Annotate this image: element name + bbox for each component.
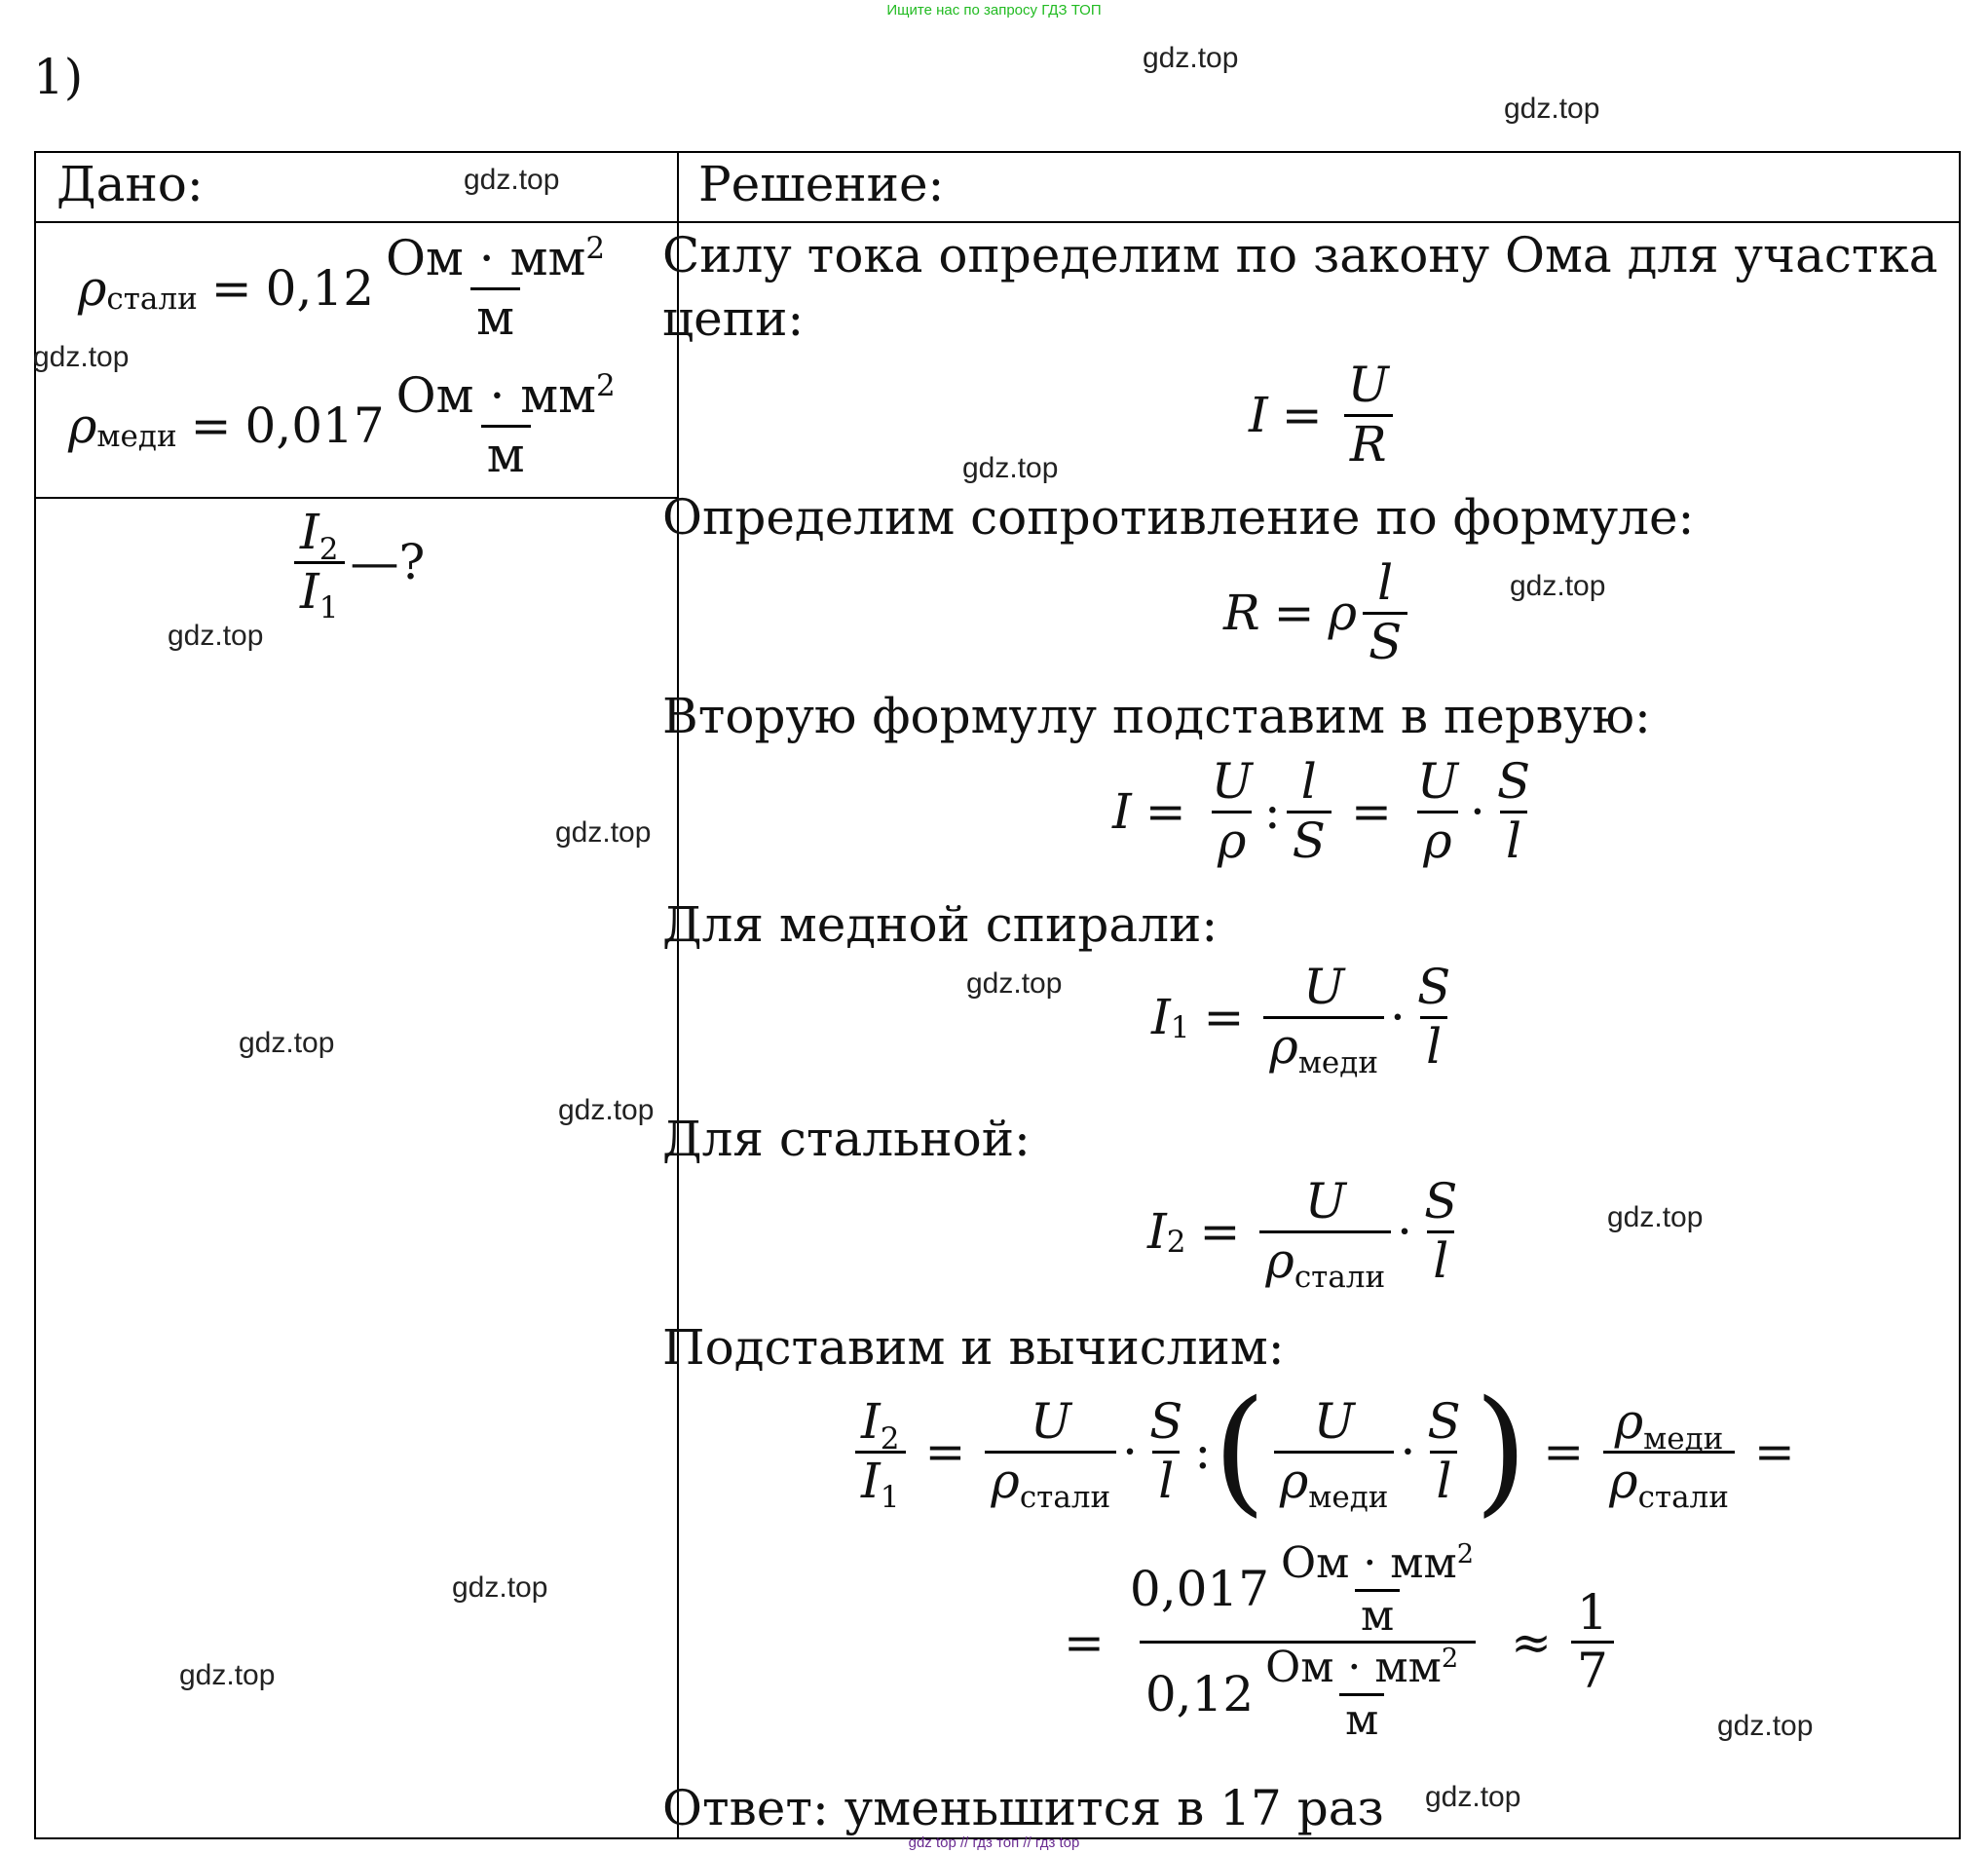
header-divider: [36, 221, 1959, 223]
solution-text-ohm-1: Силу тока определим по закону Ома для участка: [662, 227, 1938, 284]
formula-result: = 0,017 $\frac{Ом \cdot мм^2}{м}$ 0,12 $\frac{Ом \cdot мм^2}{м}$ ≈ $\frac{1}{7}$: [1050, 1539, 1620, 1745]
watermark: gdz.top: [464, 164, 560, 196]
given-title: Дано:: [56, 156, 204, 212]
solution-text-resistance: Определим сопротивление по формуле:: [662, 489, 1695, 546]
solution-text-ohm-2: цепи:: [662, 290, 805, 347]
watermark: gdz.top: [1607, 1201, 1704, 1233]
watermark: gdz.top: [33, 341, 130, 373]
watermark: gdz.top: [179, 1659, 276, 1691]
answer-text: Ответ: уменьшится в 17 раз: [662, 1780, 1384, 1836]
solution-text-compute: Подставим и вычислим:: [662, 1319, 1285, 1376]
watermark: gdz.top: [239, 1027, 335, 1059]
solution-title: Решение:: [698, 156, 945, 212]
footer-links[interactable]: gdz top // гдз топ // гдз top: [908, 1834, 1080, 1851]
watermark: gdz.top: [1717, 1710, 1814, 1742]
formula-i1: I 1 = $\frac{U}{\rho_{меди}}$ · $\frac{S}{l}$: [1151, 959, 1451, 1081]
problem-number: 1): [33, 49, 84, 105]
given-find: $\frac{I_2}{I_1}$ —?: [288, 505, 425, 620]
solution-text-substitute: Вторую формулу подставим в первую:: [662, 688, 1651, 744]
watermark: gdz.top: [1143, 42, 1239, 74]
formula-ohm: I = $\frac{U}{R}$: [1249, 358, 1401, 473]
watermark: gdz.top: [962, 452, 1059, 484]
formula-resistance: R = ρ $\frac{l}{S}$: [1223, 555, 1413, 670]
watermark: gdz.top: [168, 620, 264, 652]
given-rho-copper: ρ меди = 0,017 $\frac{Ом \cdot мм^2}{м}$: [68, 367, 616, 483]
watermark: gdz.top: [1510, 570, 1606, 602]
search-hint-link[interactable]: Ищите нас по запросу ГДЗ ТОП: [886, 2, 1102, 19]
column-divider: [677, 153, 679, 1837]
watermark: gdz.top: [1504, 93, 1600, 125]
solution-text-copper: Для медной спирали:: [662, 896, 1219, 953]
given-divider: [36, 497, 679, 499]
watermark: gdz.top: [1425, 1781, 1521, 1813]
formula-ratio: $\frac{I_2}{I_1}$ = $\frac{U}{\rho_{стали}}$ · $\frac{S}{l}$ : ( $\frac{U}{\rho_{меди}}$ · $\frac{S}{l}$ ) = $\frac{\rho_{меди}}{\rho_{стали}}$ =: [849, 1383, 1809, 1520]
solution-text-steel: Для стальной:: [662, 1111, 1031, 1167]
watermark: gdz.top: [555, 816, 652, 849]
watermark: gdz.top: [966, 967, 1063, 1000]
formula-current: I = $\frac{U}{\rho}$ : $\frac{l}{S}$ = $\frac{U}{\rho}$ · $\frac{S}{l}$: [1112, 753, 1531, 869]
watermark: gdz.top: [558, 1094, 655, 1126]
watermark: gdz.top: [452, 1571, 548, 1604]
given-rho-steel: ρ стали = 0,12 $\frac{Ом \cdot мм^2}{м}$: [78, 230, 606, 346]
formula-i2: I 2 = $\frac{U}{\rho_{стали}}$ · $\frac{S}{l}$: [1147, 1173, 1458, 1296]
